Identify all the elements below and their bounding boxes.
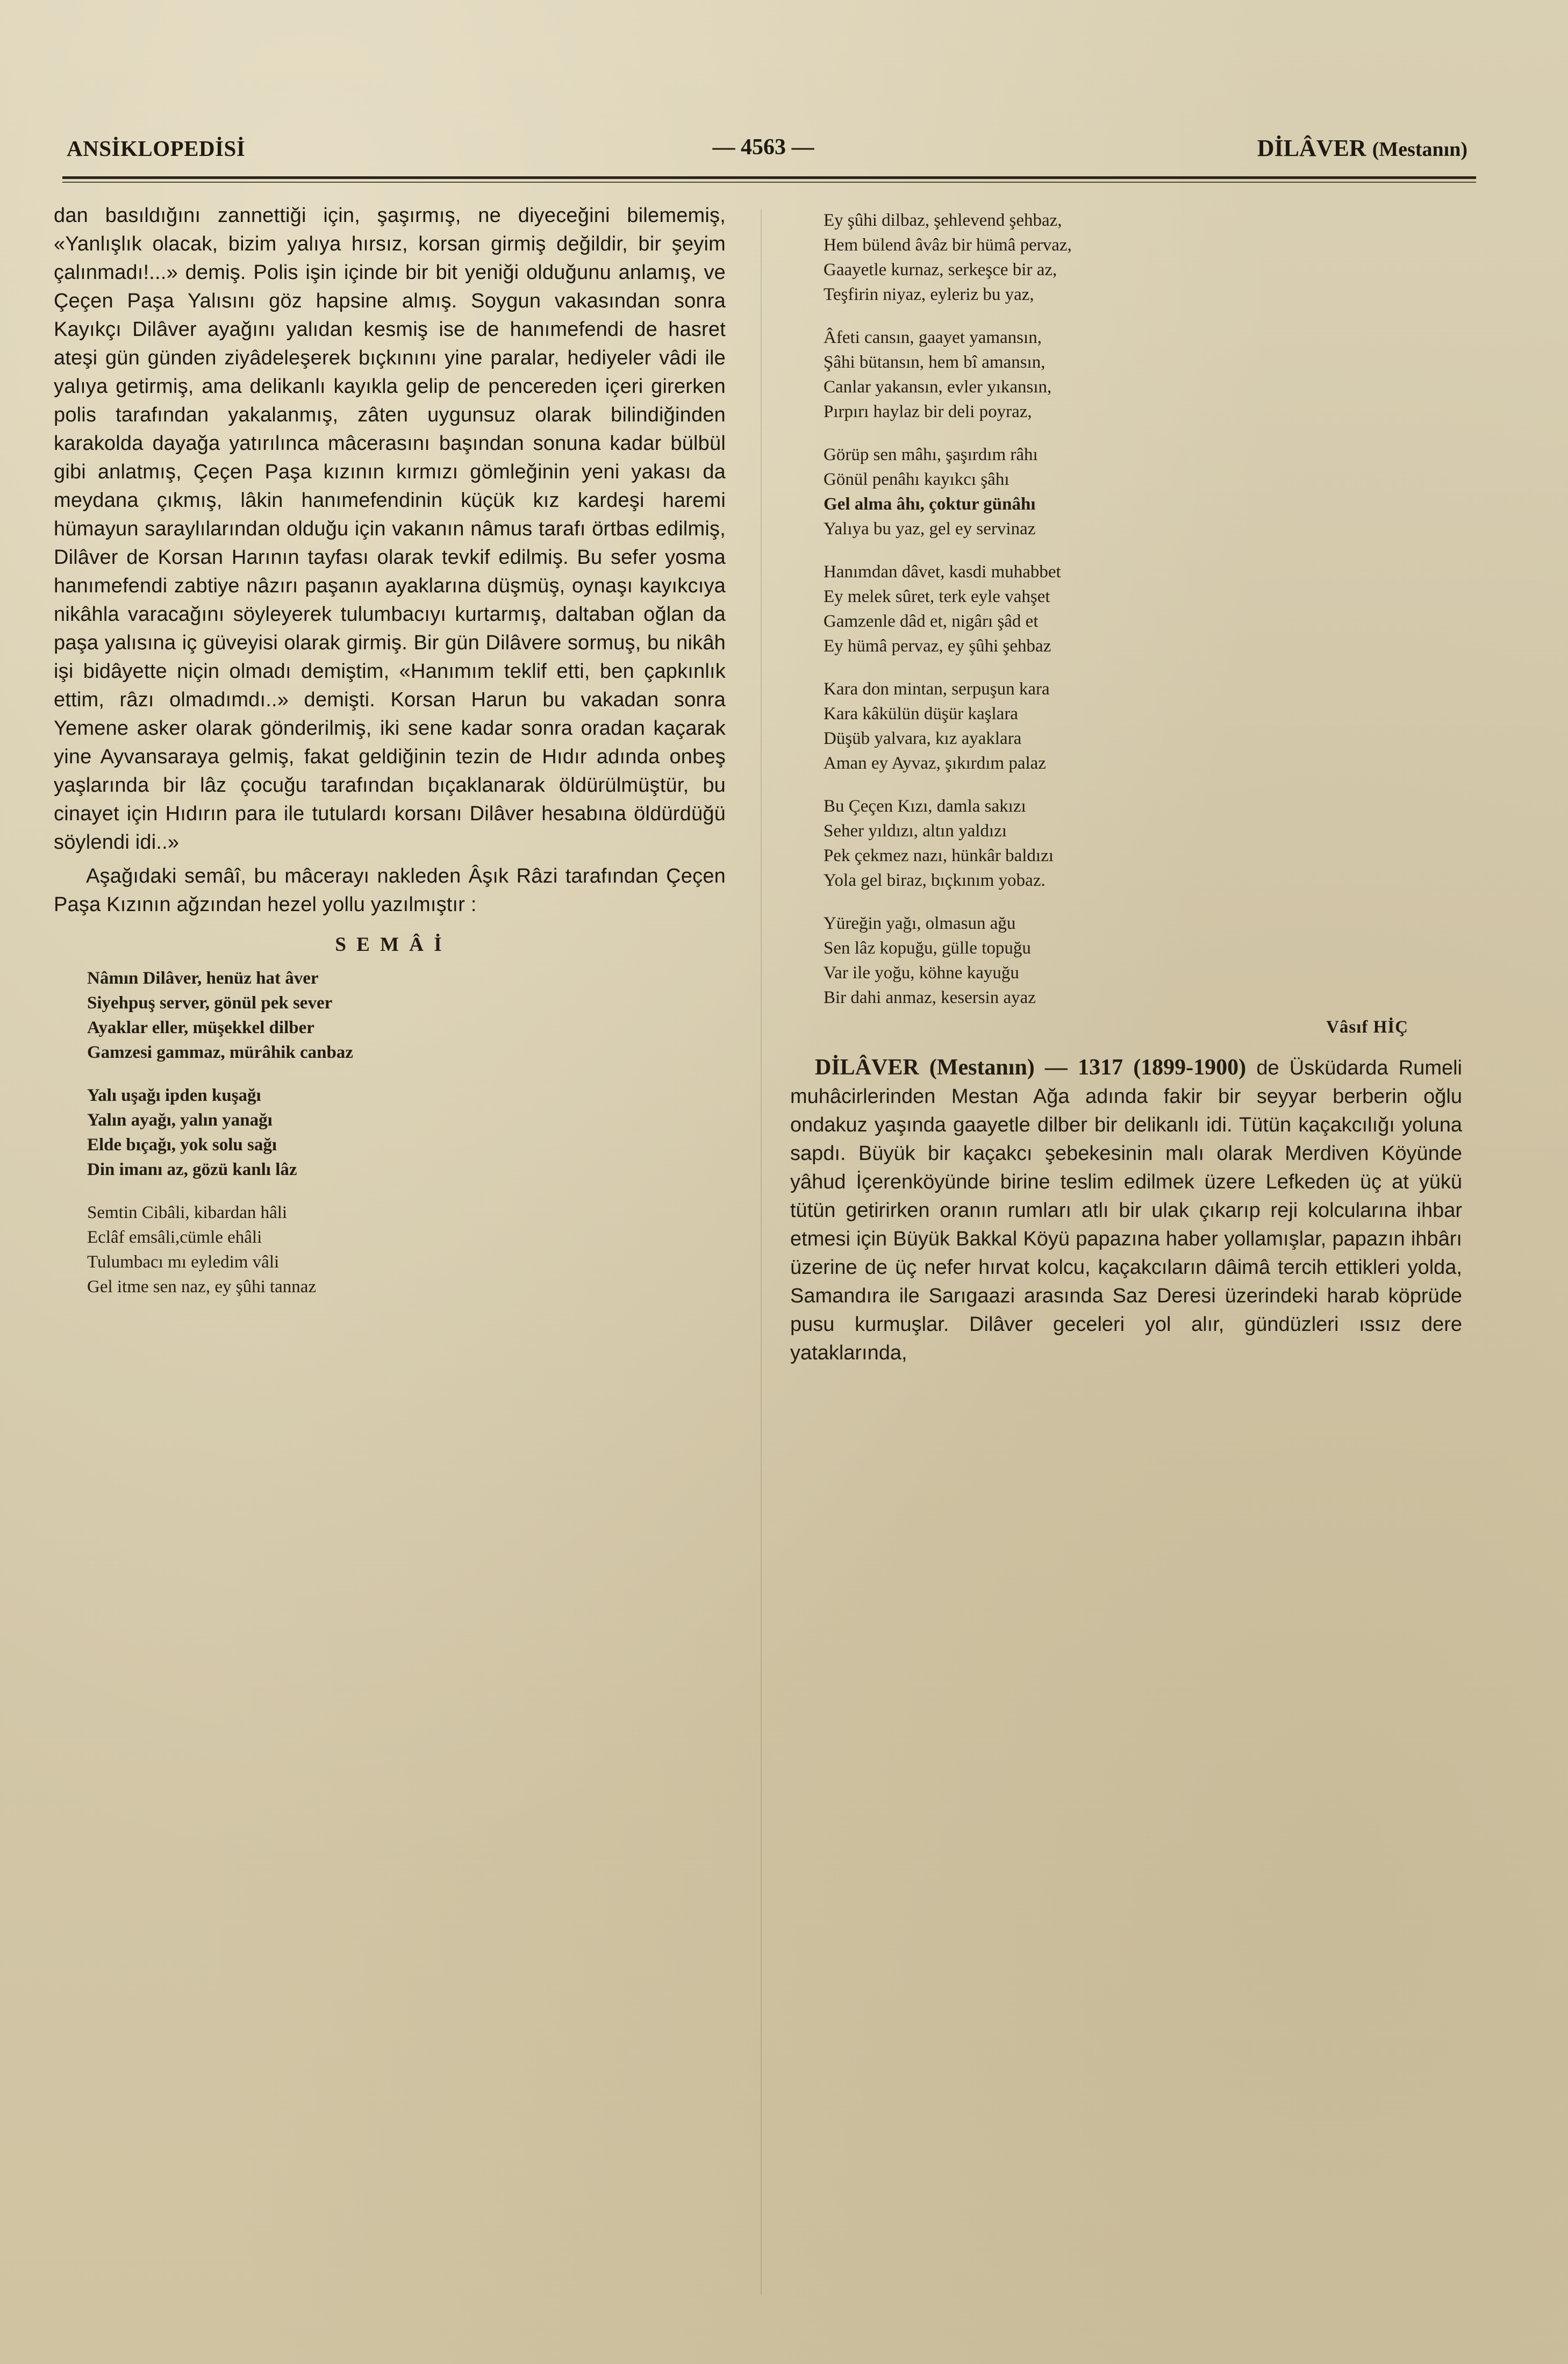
poem-line: Nâmın Dilâver, henüz hat âver bbox=[87, 969, 319, 988]
right-column bbox=[790, 202, 1462, 1367]
left-column bbox=[54, 202, 726, 1317]
header-entry-title bbox=[1257, 134, 1467, 162]
poem-line: Yalıya bu yaz, gel ey servinaz bbox=[824, 519, 1036, 539]
poem-line: Yüreğin yağı, olmasun ağu bbox=[824, 914, 1016, 933]
left-stanza-2 bbox=[54, 1083, 726, 1182]
right-stanza-4 bbox=[790, 560, 1462, 658]
header-entry-name: DİLÂVER bbox=[1257, 135, 1366, 161]
poem-line: Bu Çeçen Kızı, damla sakızı bbox=[824, 797, 1026, 816]
encyclopedia-entry bbox=[790, 1054, 1462, 1367]
poem-line: Gel itme sen naz, ey şûhi tannaz bbox=[87, 1277, 317, 1296]
right-stanza-1 bbox=[790, 208, 1462, 307]
entry-body-text: de Üsküdarda Rumeli muhâcirlerinden Mestan Ağa adında fakir bir seyyar berberin oğlu ondakuz yaşında gaayetle dilber bir delikanlı idi. Tütün kaçakcılığı yoluna sapdı. Büyük bir kaçakcı şebekesinin malı olarak Merdiven Köyünde yâhud İçerenköyünde birine teslim edilmek üzere Lefkeden üç at yükü tütün getirirken oranın rumları atlı bir ulak çıkarıp reji kolcularına ihbar etmesi için Büyük Bakkal Köyü papazına haber yollamışlar, papazın ihbârı üzerine de üç nefer hırvat kolcu, kaçakcıların dâimâ tercih ettikleri yolda, Samandıra ile Sarıgaazi arasında Saz Deresi üzerindeki harab köprüde pusu kurmuşlar. Dilâver geceleri yol alır, gündüzleri ıssız dere yataklarında, bbox=[790, 1057, 1462, 1364]
entry-dates: 1317 (1899-1900) bbox=[1078, 1055, 1247, 1080]
poem-line: Görüp sen mâhı, şaşırdım râhı bbox=[824, 445, 1038, 464]
poem-byline: Vâsıf HİÇ bbox=[1326, 1018, 1408, 1037]
right-stanza-2 bbox=[790, 325, 1462, 424]
poem-line: Hem bülend âvâz bir hümâ pervaz, bbox=[824, 235, 1072, 255]
poem-line: Kara don mintan, serpuşun kara bbox=[824, 679, 1050, 699]
entry-title: DİLÂVER (Mestanın) bbox=[815, 1055, 1035, 1080]
header-entry-qualifier: (Mestanın) bbox=[1372, 138, 1467, 161]
poem-line: Gönül penâhı kayıkcı şâhı bbox=[824, 470, 1009, 489]
poem-line: Yalı uşağı ipden kuşağı bbox=[87, 1086, 261, 1105]
poem-line: Seher yıldızı, altın yaldızı bbox=[824, 821, 1007, 841]
left-paragraph-2: Aşağıdaki semâî, bu mâcerayı nakleden Âşık Râzi tarafından Çeçen Paşa Kızının ağzından hezel yollu yazılmıştır : bbox=[54, 865, 726, 916]
poem-line: Ey melek sûret, terk eyle vahşet bbox=[824, 587, 1050, 606]
poem-line: Tulumbacı mı eyledim vâli bbox=[87, 1252, 280, 1272]
poem-line: Ey hümâ pervaz, ey şûhi şehbaz bbox=[824, 636, 1051, 656]
page-sheet bbox=[38, 81, 1489, 2327]
right-stanza-7 bbox=[790, 911, 1462, 1010]
page-header bbox=[54, 134, 1473, 184]
poem-line: Eclâf emsâli,cümle ehâli bbox=[87, 1228, 262, 1247]
poem-line-emphasis: Gel alma âhı, çoktur günâhı bbox=[824, 495, 1036, 514]
poem-line: Var ile yoğu, köhne kayuğu bbox=[824, 963, 1019, 983]
poem-line: Âfeti cansın, gaayet yamansın, bbox=[824, 328, 1042, 347]
header-rule-thin bbox=[62, 182, 1476, 183]
left-paragraph-1: dan basıldığını zannettiği için, şaşırmış, ne diyeceğini bilememiş, «Yanlışlık olacak, bizim yalıya hırsız, korsan girmiş değildir, bir şeyim çalınmadı!...» demiş. Polis işin içinde bir bit yeniği olduğunu anlamış, ve Çeçen Paşa Yalısını göz hapsine almış. Soygun vakasından sonra Kayıkçı Dilâver ayağını yalıdan kesmiş ise de hanımefendi de hasret ateşi gün günden ziyâdeleşerek bıçkınını yine paralar, hediyeler vâdi ile yalıya getirmiş, ama delikanlı kayıkla gelip de pencereden içeri girerken polis tarafından yakalanmış, zâten uygunsuz olarak bilindiğinden karakolda dayağa yatırılınca mâcerasını başından sonuna kadar bülbül gibi anlatmış, Çeçen Paşa kızının kırmızı gömleğinin yeni yakası da meydana çıkmış, lâkin hanımefendinin küçük kız kardeşi haremi hümayun saraylılarından olduğu için vakanın nâmus tarafı örtbas edilmiş, Dilâver de Korsan Harının tayfası olarak tevkif edilmiş. Bu sefer yosma hanımefendi zabtiye nâzırı paşanın ayaklarına düşmüş, oynaşı kayıkcıya nikâhla varacağını söyleyerek tulumbacıyı kurtarmış, daltaban oğlan da paşa yalısına iç güveyisi olarak girmiş. Bir gün Dilâvere sormuş, bu nikâh işi bidâyette niçin olmadı demiştim, «Hanımım teklif etti, ben çapkınlık ettim, râzı olmadımdı..» demişti. Korsan Harun bu vakadan sonra Yemene asker olarak gönderilmiş, iki sene kadar sonra oradan kaçarak yine Ayvansaraya gelmiş, fakat geldiğinin tezin de Hıdır adında onbeş yaşlarında bir lâz çocuğu tarafından bıçaklanarak öldürülmüştür, bu cinayet için Hıdırın para ile tutulardı korsanı Dilâver hesabına öldürdüğü söylendi idi..» bbox=[54, 204, 726, 854]
column-divider bbox=[761, 210, 762, 2295]
poem-line: Pırpırı haylaz bir deli poyraz, bbox=[824, 402, 1032, 421]
poem-line: Düşüb yalvara, kız ayaklara bbox=[824, 729, 1022, 748]
poem-line: Pek çekmez nazı, hünkâr baldızı bbox=[824, 846, 1054, 865]
poem-line: Şâhi bütansın, hem bî amansın, bbox=[824, 353, 1046, 372]
poem-line: Ey şûhi dilbaz, şehlevend şehbaz, bbox=[824, 211, 1062, 230]
poem-line: Sen lâz kopuğu, gülle topuğu bbox=[824, 939, 1031, 958]
left-stanza-3 bbox=[54, 1200, 726, 1299]
poem-line: Siyehpuş server, gönül pek sever bbox=[87, 993, 333, 1013]
right-stanza-5 bbox=[790, 677, 1462, 776]
poem-line: Yalın ayağı, yalın yanağı bbox=[87, 1111, 273, 1130]
poem-line: Canlar yakansın, evler yıkansın, bbox=[824, 377, 1052, 397]
poem-line: Kara kâkülün düşür kaşlara bbox=[824, 704, 1018, 723]
poem-line: Teşfirin niyaz, eyleriz bu yaz, bbox=[824, 285, 1034, 304]
poem-line: Hanımdan dâvet, kasdi muhabbet bbox=[824, 562, 1061, 582]
poem-line: Gamzesi gammaz, mürâhik canbaz bbox=[87, 1043, 353, 1062]
poem-line: Aman ey Ayvaz, şıkırdım palaz bbox=[824, 754, 1046, 773]
poem-title: S E M Â İ bbox=[335, 934, 445, 956]
page-number: — 4563 — bbox=[712, 135, 814, 160]
poem-line: Elde bıçağı, yok solu sağı bbox=[87, 1135, 277, 1155]
poem-line: Gaayetle kurnaz, serkeşce bir az, bbox=[824, 260, 1057, 280]
right-stanza-6 bbox=[790, 794, 1462, 893]
poem-line: Yola gel biraz, bıçkınım yobaz. bbox=[824, 871, 1046, 890]
poem-line: Ayaklar eller, müşekkel dilber bbox=[87, 1018, 314, 1037]
poem-line: Gamzenle dâd et, nigârı şâd et bbox=[824, 612, 1039, 631]
left-stanza-1 bbox=[54, 966, 726, 1065]
header-rule-thick bbox=[62, 176, 1476, 179]
poem-line: Din imanı az, gözü kanlı lâz bbox=[87, 1160, 297, 1179]
header-left-title: ANSİKLOPEDİSİ bbox=[67, 136, 246, 161]
right-stanza-3 bbox=[790, 442, 1462, 541]
poem-line: Bir dahi anmaz, kesersin ayaz bbox=[824, 988, 1036, 1007]
entry-dash: — bbox=[1034, 1055, 1078, 1080]
poem-line: Semtin Cibâli, kibardan hâli bbox=[87, 1203, 288, 1222]
